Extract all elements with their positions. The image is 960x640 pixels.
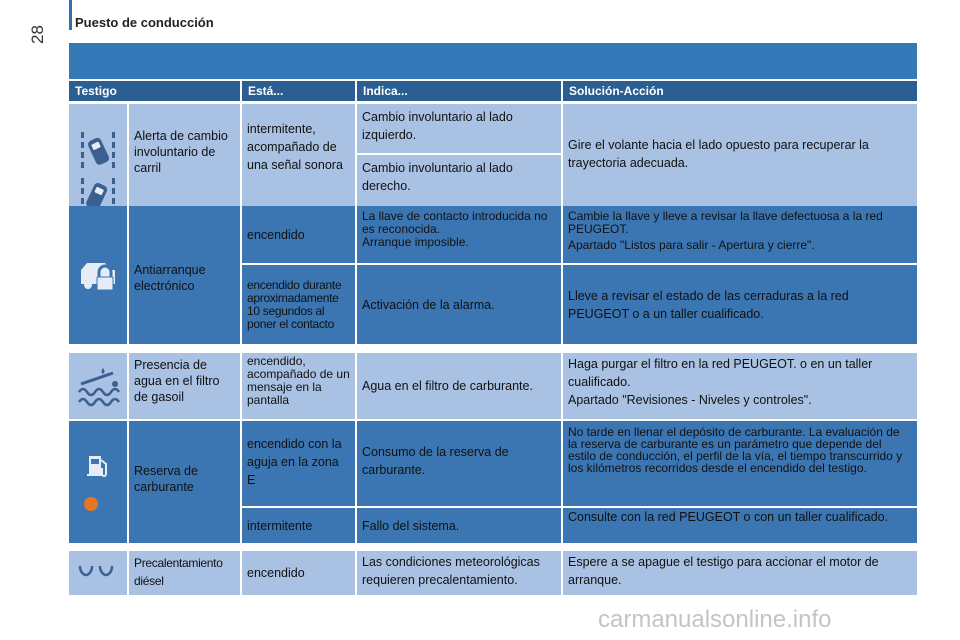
immobiliser-solution-1a: Cambie la llave y lleve a revisar la llave defectuosa a la red PEUGEOT. — [568, 209, 883, 236]
header-solucion: Solución-Acción — [563, 81, 917, 101]
fuel-reserve-solution-2: Consulte con la red PEUGEOT o con un taller cualificado. — [563, 508, 917, 543]
immobiliser-solution-1b: Apartado "Listos para salir - Apertura y cierre". — [568, 238, 815, 252]
page-number: 28 — [28, 25, 47, 44]
immobiliser-indicates-1b: Arranque imposible. — [362, 235, 469, 249]
water-in-fuel-solution — [563, 353, 917, 419]
immobiliser-indicates-1 — [357, 206, 561, 263]
fuel-reserve-solution-1: No tarde en llenar el depósito de carburante. La evaluación de la reserva de carburante es un parámetro que depende del estilo de conducción, el perfil de la vía, el tiempo transcurrido y los kilómetros recorridos desde el encendido del testigo. — [563, 421, 917, 506]
water-in-fuel-icon — [69, 353, 127, 419]
preheating-icon — [69, 551, 127, 595]
fuel-reserve-icon — [69, 421, 127, 543]
preheating-indicates: Las condiciones meteorológicas requieren precalentamiento. — [357, 551, 561, 595]
fuel-reserve-indicates-1: Consumo de la reserva de carburante. — [357, 421, 561, 506]
chapter-title: Puesto de conducción — [75, 15, 214, 30]
watermark: carmanualsonline.info — [598, 606, 832, 633]
immobiliser-solution-2: Lleve a revisar el estado de las cerraduras a la red PEUGEOT o a un taller cualificado. — [563, 265, 917, 344]
lane-departure-state: intermitente, acompañado de una señal sonora — [242, 104, 355, 242]
fuel-reserve-state-on: encendido con la aguja en la zona E — [242, 421, 355, 506]
immobiliser-name: Antiarranque electrónico — [129, 206, 240, 344]
immobiliser-indicates-2: Activación de la alarma. — [357, 265, 561, 344]
table-title-bar — [69, 43, 917, 79]
immobiliser-solution-1 — [563, 206, 917, 263]
header-indica: Indica... — [357, 81, 561, 101]
warning-lights-table — [69, 43, 917, 595]
fuel-reserve-name: Reserva de carburante — [129, 421, 240, 543]
immobiliser-state-on: encendido — [242, 206, 355, 263]
lane-departure-right: Cambio involuntario al lado derecho. — [357, 155, 561, 242]
water-in-fuel-name: Presencia de agua en el filtro de gasoil — [129, 353, 240, 419]
immobiliser-indicates-1a: La llave de contacto introducida no es reconocida. — [362, 209, 548, 236]
preheating-name: Precalentamiento diésel — [129, 551, 240, 595]
water-in-fuel-state: encendido, acompañado de un mensaje en la pantalla — [242, 353, 355, 419]
immobiliser-icon — [69, 206, 127, 344]
preheating-state: encendido — [242, 551, 355, 595]
fuel-reserve-state-flash: intermitente — [242, 508, 355, 543]
water-in-fuel-solution-b: Apartado "Revisiones - Niveles y controles". — [568, 393, 812, 407]
header-rule — [69, 0, 72, 30]
header-testigo: Testigo — [69, 81, 240, 101]
fuel-reserve-indicates-2: Fallo del sistema. — [357, 508, 561, 543]
header-esta: Está... — [242, 81, 355, 101]
immobiliser-state-10s: encendido durante aproximadamente 10 segundos al poner el contacto — [242, 265, 355, 344]
lane-departure-left: Cambio involuntario al lado izquierdo. — [357, 104, 561, 153]
preheating-solution: Espere a se apague el testigo para accionar el motor de arranque. — [563, 551, 917, 595]
lane-departure-solution: Gire el volante hacia el lado opuesto para recuperar la trayectoria adecuada. — [563, 104, 917, 242]
water-in-fuel-indicates: Agua en el filtro de carburante. — [357, 353, 561, 419]
lane-departure-name: Alerta de cambio involuntario de carril — [129, 104, 240, 242]
water-in-fuel-solution-a: Haga purgar el filtro en la red PEUGEOT. o en un taller cualificado. — [568, 357, 873, 389]
